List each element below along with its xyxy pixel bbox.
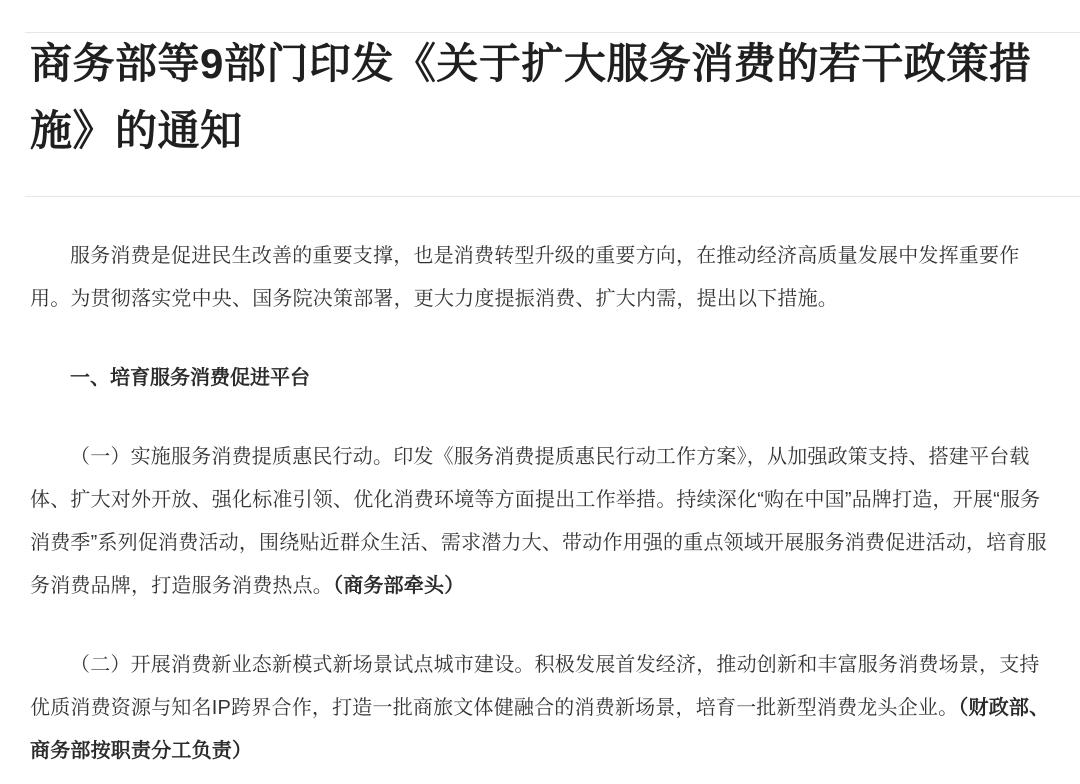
policy-item-2-responsible: （财政部、商务部按职责分工负责） [30,697,1050,763]
intro-paragraph: 服务消费是促进民生改善的重要支撑，也是消费转型升级的重要方向，在推动经济高质量发展中发挥重要作用。为贯彻落实党中央、国务院决策部署，更大力度提振消费、扩大内需，提出以下措施。 [30,245,1020,311]
article-title: 商务部等9部门印发《关于扩大服务消费的若干政策措施》的通知 [30,40,1032,155]
section-heading: 一、培育服务消费促进平台 [70,367,310,390]
policy-item-1 [30,436,1054,608]
article-page [0,30,1080,784]
article-body [30,197,1054,773]
policy-item-2 [30,644,1054,773]
policy-item-2-text: （二）开展消费新业态新模式新场景试点城市建设。积极发展首发经济，推动创新和丰富服务消费场景，支持优质消费资源与知名IP跨界合作，打造一批商旅文体健融合的消费新场景，培育一批新型消费龙头企业。 [30,654,1040,720]
top-divider [25,32,1080,33]
policy-item-1-responsible: （商务部牵头） [333,575,465,598]
policy-item-1-text: （一）实施服务消费提质惠民行动。印发《服务消费提质惠民行动工作方案》，从加强政策支持、搭建平台载体、扩大对外开放、强化标准引领、优化消费环境等方面提出工作举措。持续深化“购在中国”品牌打造，开展“服务消费季”系列促消费活动，围绕贴近群众生活、需求潜力大、带动作用强的重点领域开展服务消费促进活动，培育服务消费品牌，打造服务消费热点。 [30,446,1047,598]
